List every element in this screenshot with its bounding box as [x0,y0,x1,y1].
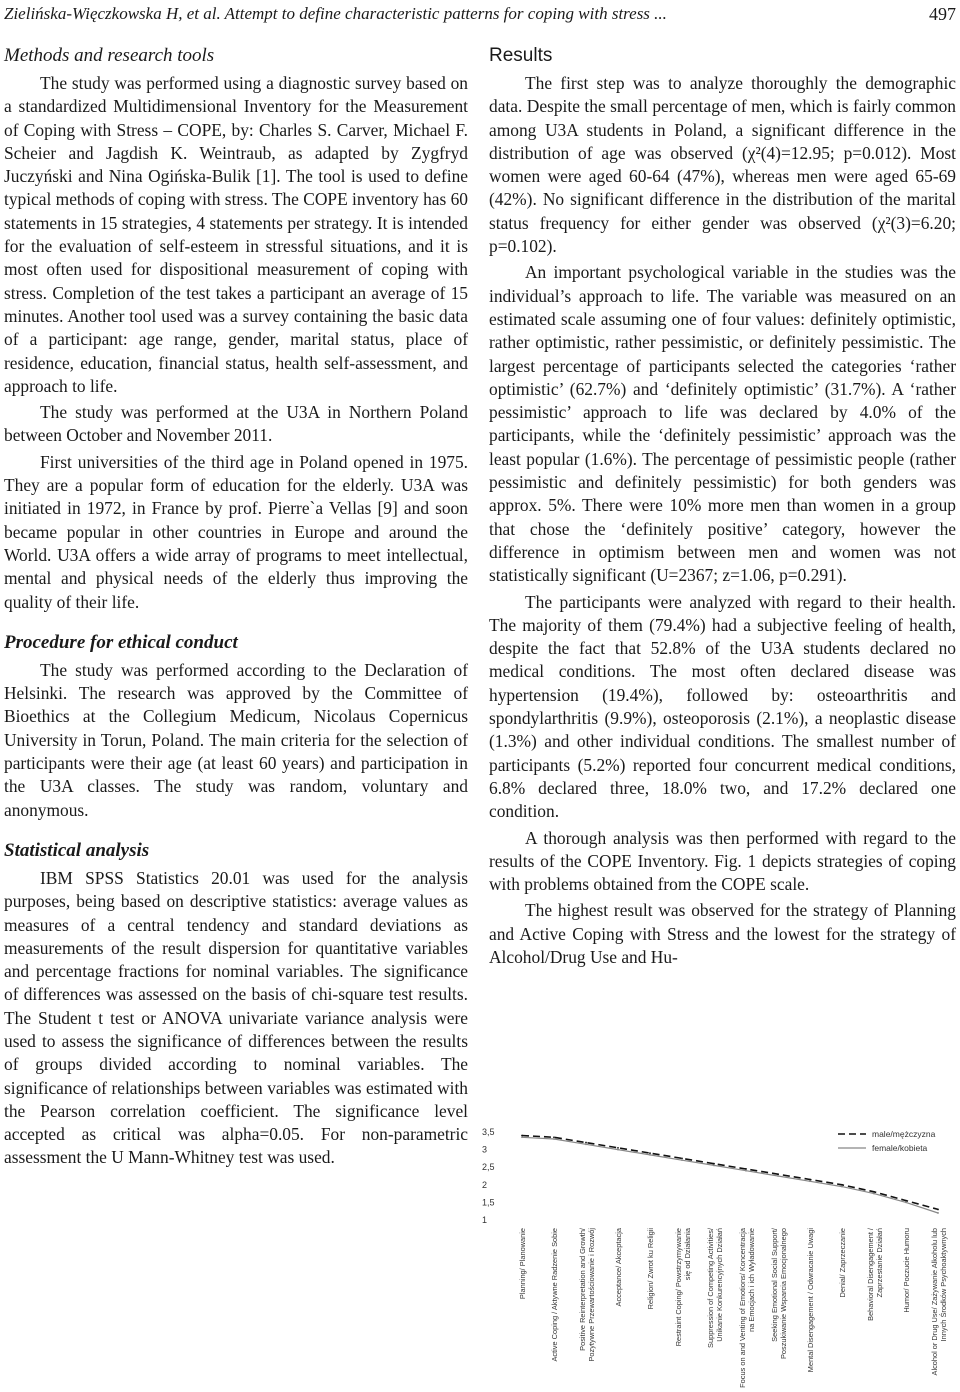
methods-paragraph: The study was performed at the U3A in Northern Poland between October and November 2011. [4,402,468,446]
data-point [521,1135,523,1137]
legend-label: male/mężczyzna [872,1129,936,1139]
x-tick-label: Seeking Emotional Social Support/Poszukiwanie Wsparcia Emocjonalnego [770,1228,788,1360]
coping-strategies-chart [478,1120,958,1392]
running-head [4,2,956,26]
x-tick-label: Behavioral Disengagement /Zaprzestanie Działań [866,1228,884,1321]
left-column [4,44,468,1173]
results-paragraph: A thorough analysis was then performed with regard to the results of the COPE Inventory. Fig. 1 depicts strategies of coping with problems obtained from the COPE scale. [489,827,956,895]
x-tick-label: Planning/ Planowanie [518,1228,527,1300]
data-point [937,1209,939,1211]
running-title: Zielińska-Więczkowska H, et al. Attempt to define characteristic patterns for coping with stress ... [4,4,667,23]
data-point [649,1154,651,1156]
results-heading: Results [489,45,553,66]
y-tick-label: 3 [482,1144,488,1155]
data-point [681,1158,683,1160]
x-tick-label: Focus on and Venting of Emotions/ Koncentracjana Emocjach i ich Wyładowanie [738,1228,756,1388]
page-number: 497 [929,3,956,24]
data-point [617,1147,619,1149]
methods-heading: Methods and research tools [4,45,215,66]
x-tick-label: Alcohol or Drug Use/ Zażywanie Alkoholu lubInnych Środków Psychoaktywnych [930,1228,948,1376]
data-point [553,1136,555,1138]
y-tick-label: 3,5 [482,1127,495,1137]
methods-paragraph: The study was performed using a diagnostic survey based on a standardized Multidimensional Inventory for the Measurement of Coping with Stress – COPE, by: Charles S. Carver, Michael F. Scheier and Jagdish K. Weintraub, as adapted by Zygfryd Juczyński and Nina Ogińska-Bulik [1]. The tool is used to define typical methods of coping with stress. The COPE inventory has 60 statements in 15 strategies, 4 statements per strategy. It is intended for the evaluation of self-esteem in stressful situations, and it is most often used for dispositional measurement of coping with stress. Completion of the test takes a participant an average of 15 minutes. Another tool used was a survey containing the basic data of a participant: age range, gender, marital status, place of residence, education, financial status, health self-assessment, and approach to life. [4,73,468,396]
data-point [777,1175,779,1177]
ethics-heading: Procedure for ethical conduct [4,631,238,653]
data-point [553,1138,555,1140]
results-paragraph: The first step was to analyze thoroughly the demographic data. Despite the small percentage of men, which is fairly common among U3A students in Poland, a significant difference in the distribution of age was observed (χ²(4)=12.95; p=0.012). Most women were aged 60-64 (47%), whereas men were aged 65-69 (42%). No significant difference in the distribution of the marital status frequency for either gender was observed (χ²(3)=6.20; p=0.102). [489,73,956,257]
y-tick-label: 1 [482,1215,488,1225]
x-tick-label: Religion/ Zwrot ku Religii [646,1228,655,1310]
data-point [809,1180,811,1182]
data-point [745,1168,747,1170]
y-tick-label: 2 [482,1179,488,1190]
data-point [521,1136,523,1138]
data-point [905,1202,907,1204]
x-tick-label: Positive Reinterpretation and Growth/Pozytywne Przewartościowanie i Rozwój [578,1228,596,1362]
data-point [649,1152,651,1154]
data-point [777,1173,779,1175]
x-tick-label: Active Coping / Aktywne Radzenie Sobie [550,1228,559,1362]
legend-label: female/kobieta [872,1143,928,1153]
x-tick-label: Denial/ Zaprzeczanie [838,1228,847,1298]
x-tick-label: Suppression of Competing Activities/Unikanie Konkurencyjnych Działań [706,1228,724,1348]
data-point [681,1159,683,1161]
y-tick-label: 1,5 [482,1197,495,1208]
data-point [841,1186,843,1188]
x-tick-label: Restraint Coping/ Powstrzymywaniesię od Działania [674,1228,692,1347]
data-point [617,1149,619,1151]
x-tick-label: Humor/ Poczucie Humoru [902,1228,911,1313]
data-point [745,1170,747,1172]
data-point [713,1163,715,1165]
results-paragraph: The highest result was observed for the strategy of Planning and Active Coping with Stress and the lowest for the strategy of Alcohol/Drug Use and Hu- [489,900,956,967]
results-paragraph: The participants were analyzed with regard to their health. The majority of them (79.4%) had a subjective feeling of health, despite the fact that 52.8% of the U3A students declared no medical conditions. The most often declared disease was hypertension (19.4%), followed by: osteoarthritis and spondylarthritis (9.9%), osteoporosis (2.1%), a neoplastic disease (1.3%) and other individual conditions. The smallest number of participants (5.2%) reported four concurrent medical conditions, 6.8% declared three, 18.0% two, and 17.2% declared one condition. [489,591,956,822]
data-point [905,1200,907,1202]
x-tick-label: Acceptance/ Akceptacja [614,1228,623,1307]
results-paragraph: An important psychological variable in the studies was the individual’s approach to life. The variable was measured on an estimated scale assuming one of four values: definitely optimistic, rather optimistic, rather pessimistic, or definitely pessimistic. The largest percentage of participants selected the categories ‘rather optimistic’ (62.7%) and ‘definitely optimistic’ (31.7%). A ‘rather pessimistic’ approach to life was declared by 4.0% of the participants, while the ‘definitely pessimistic’ approach was the least popular (1.6%). The percentage of pessimistic people (rather pessimistic and definitely pessimistic) for both genders was approx. 5%. There were 10% more men than women in a group that chose the ‘definitely positive’ category, however the difference in optimism between men and women was not statistically significant (U=2367; z=1.06, p=0.291). [489,262,956,586]
ethics-paragraph: The study was performed according to the Declaration of Helsinki. The research was approved by the Committee of Bioethics at the Collegium Medicum, Nicolaus Copernicus University in Torun, Poland. The main criteria for the selection of participants were their age (at least 60 years) and participation in the U3A classes. The study was random, voluntary and anonymous. [4,659,468,820]
data-point [585,1142,587,1144]
right-column [489,44,956,972]
chart-svg [478,1120,958,1392]
data-point [585,1143,587,1145]
stats-heading: Statistical analysis [4,839,150,861]
data-point [937,1212,939,1214]
data-point [841,1184,843,1186]
data-point [873,1191,875,1193]
methods-paragraph: First universities of the third age in Poland opened in 1975. They are a popular form of education for the elderly. U3A was initiated in 1972, in France by prof. Pierre`a Vellas [9] and soon became popular in other countries in Europe and around the World. U3A offers a wide array of programs to meet intellectual, mental and physical needs of the elderly thus improving the quality of their life. [4,451,468,612]
data-point [809,1179,811,1181]
data-point [713,1165,715,1167]
x-tick-label: Mental Disengagement / Odwracanie Uwagi [806,1228,815,1373]
y-tick-label: 2,5 [482,1162,495,1173]
stats-paragraph: IBM SPSS Statistics 20.01 was used for the analysis purposes, being based on descriptive statistics: average values as measures of a central tendency and standard deviations as measurements of the result dispersion for quantitative variables and percentage fractions for nominal variables. The significance of differences was assessed on the basis of chi-square test results. The Student t test or ANOVA univariate variance analysis were used to assess the significance of differences between the results of groups divided according to nominal variables. The significance of relationships between variables was estimated with the Pearson correlation coefficient. The significance level accepted as critical was alpha=0.05. For non-parametric assessment the U Mann-Whitney test was used. [4,867,468,1168]
data-point [873,1193,875,1195]
